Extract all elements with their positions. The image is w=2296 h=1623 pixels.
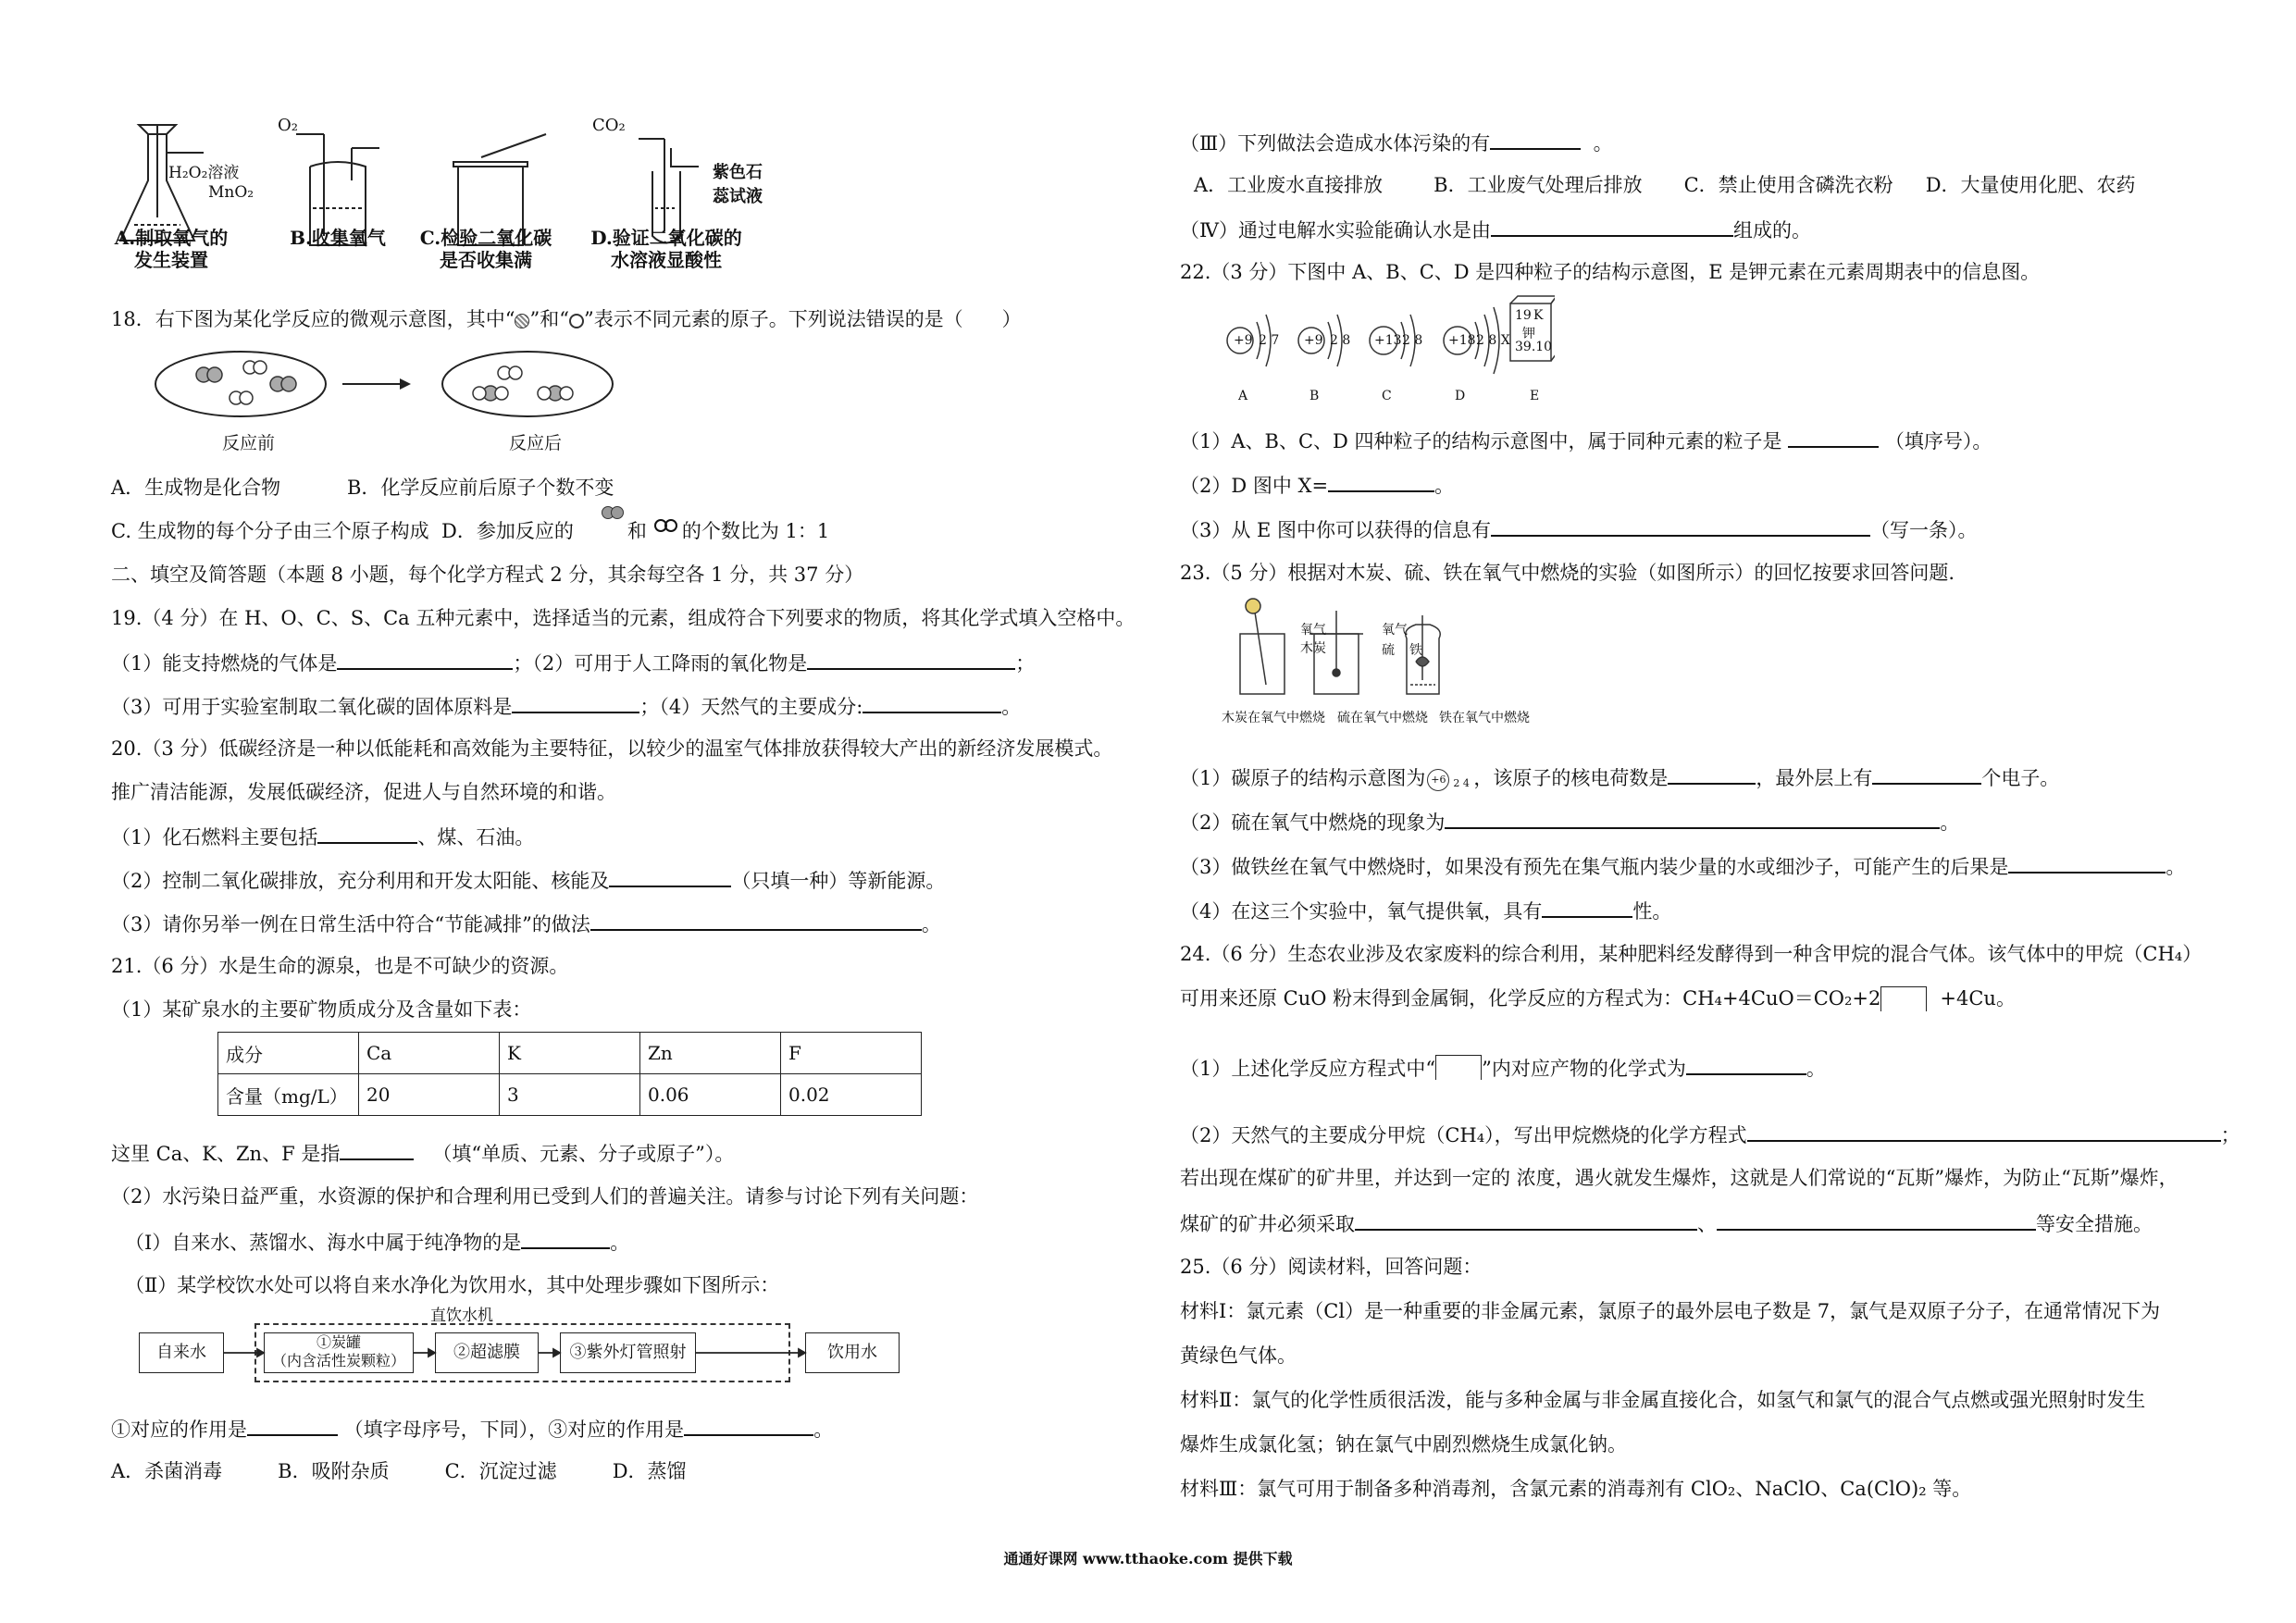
answer-blank[interactable] <box>2008 853 2166 873</box>
flow-arrows <box>222 1344 814 1362</box>
before-label: 反应前 <box>222 433 276 453</box>
q21-flow-question: ①对应的作用是 （填字母序号，下同），③对应的作用是 。 <box>111 1416 833 1442</box>
reaction-diagram <box>148 347 629 430</box>
after-label: 反应后 <box>509 433 563 453</box>
q21-stem: 21.（6 分）水是生命的源泉，也是不可缺少的资源。 <box>111 955 569 977</box>
q20-line2: （2）控制二氧化碳排放，充分利用和开发太阳能、核能及 （只填一种）等新能源。 <box>111 867 945 893</box>
answer-blank[interactable] <box>247 1416 338 1436</box>
combustion-apparatus <box>1231 597 1508 703</box>
answer-blank[interactable] <box>521 1229 610 1249</box>
atom-a-shells: 2 7 <box>1259 333 1280 348</box>
caption-iron: 铁在氧气中燃烧 <box>1439 711 1530 725</box>
q23-stem: 23.（5 分）根据对木炭、硫、铁在氧气中燃烧的实验（如图所示）的回忆按要求回答问题. <box>1180 562 1955 584</box>
q22-line1: （1）A、B、C、D 四种粒子的结构示意图中，属于同种元素的粒子是 （填序号）。 <box>1180 427 1992 453</box>
atom-c-letter: C <box>1382 389 1392 403</box>
answer-blank[interactable] <box>1668 764 1756 785</box>
element-letter: E <box>1530 389 1540 403</box>
table-cell: K <box>500 1033 640 1074</box>
option-d: D．大量使用化肥、农药 <box>1925 174 2136 196</box>
atom-c-nucleus: +13 <box>1374 333 1402 348</box>
q21-sub-3: （Ⅲ）下列做法会造成水体污染的有 。 <box>1180 130 1613 155</box>
carbon-atom-diagram: +6 2 4 <box>1425 768 1473 792</box>
q21-sub-2: （Ⅱ）某学校饮水处可以将自来水净化为饮用水，其中处理步骤如下图所示： <box>125 1274 780 1296</box>
material-2-line1: 材料Ⅱ：氯气的化学性质很活泼，能与多种金属与非金属直接化合，如氢气和氯气的混合气点燃或强光照射时发生 <box>1180 1389 2146 1411</box>
flask-apparatus-icon <box>120 125 204 241</box>
white-molecule-icon <box>654 527 682 539</box>
q24-stem-1: 24.（6 分）生态农业涉及农家废料的综合利用，某种肥料经发酵得到一种含甲烷的混合气体。该气体中的甲烷（CH₄） <box>1180 943 2203 965</box>
table-row <box>218 1033 922 1074</box>
option-c: C．沉淀过滤 <box>444 1460 557 1482</box>
q18-stem: 18．右下图为某化学反应的微观示意图，其中“ ”和“ ”表示不同元素的原子。下列说法错误的是（ ） <box>111 308 1022 330</box>
answer-blank[interactable] <box>317 824 417 844</box>
q20-line1: （1）化石燃料主要包括 、煤、石油。 <box>111 824 534 849</box>
blank-box[interactable] <box>1880 986 1927 1011</box>
q20-stem-1: 20.（3 分）低碳经济是一种以低能耗和高效能为主要特征，以较少的温室气体排放获得较大产出的新经济发展模式。 <box>111 737 1113 760</box>
atom-b-letter: B <box>1309 389 1320 403</box>
atom-a-letter: A <box>1238 389 1248 403</box>
answer-blank[interactable] <box>1355 1210 1697 1231</box>
q19-line2: （3）可用于实验室制取二氧化碳的固体原料是 ；（4）天然气的主要成分: 。 <box>111 693 1021 719</box>
answer-blank[interactable] <box>684 1416 813 1436</box>
q21-part1: （1）某矿泉水的主要矿物质成分及含量如下表： <box>111 998 532 1021</box>
element-symbol: K <box>1533 308 1544 323</box>
atom-c-shells: 2 8 <box>1402 333 1423 348</box>
answer-blank[interactable] <box>1788 427 1879 448</box>
label-iron: 铁 <box>1409 643 1422 658</box>
q22-stem: 22.（3 分）下图中 A、B、C、D 是四种粒子的结构示意图，E 是钾元素在元素周期表中的信息图。 <box>1180 261 2041 283</box>
striped-atom-icon <box>515 314 529 328</box>
flow-step1-box: ①炭罐 （内含活性炭颗粒） <box>264 1332 414 1373</box>
table-cell: 20 <box>359 1074 500 1116</box>
litmus-label-1: 紫色石 <box>713 163 763 182</box>
answer-blank[interactable] <box>863 693 1001 713</box>
answer-blank[interactable] <box>512 693 639 713</box>
table-cell: Zn <box>640 1033 781 1074</box>
option-d: D．蒸馏 <box>612 1460 687 1482</box>
q20-line3: （3）请你另举一例在日常生活中符合“节能减排”的做法 。 <box>111 911 941 936</box>
q23-line4: （4）在这三个实验中，氧气提供氧，具有 性。 <box>1180 898 1671 923</box>
blank-box <box>1435 1055 1482 1080</box>
element-number: 19 <box>1515 308 1532 323</box>
q18-option-b: B．化学反应前后原子个数不变 <box>347 477 614 499</box>
answer-blank[interactable] <box>1491 516 1870 537</box>
label-oxygen-1: 氧气 <box>1300 623 1326 638</box>
litmus-label-2: 蕊试液 <box>713 187 763 206</box>
atom-b-shells: 2 8 <box>1330 333 1351 348</box>
table-cell: 0.06 <box>640 1074 781 1116</box>
q19-line1: （1）能支持燃烧的气体是 ；（2）可用于人工降雨的氧化物是 ； <box>111 650 1035 675</box>
white-atom-icon <box>569 314 584 328</box>
answer-blank[interactable] <box>807 650 1015 670</box>
q18-options-cd: C. 生成物的每个分子由三个原子构成 D．参加反应的 和 的个数比为 1：1 <box>111 519 829 543</box>
answer-blank[interactable] <box>1872 764 1981 785</box>
o2-label: O₂ <box>278 116 298 135</box>
q21-sub-3-options <box>1194 173 2136 197</box>
material-3: 材料Ⅲ：氯气可用于制备多种消毒剂，含氯元素的消毒剂有 ClO₂、NaClO、Ca(ClO)₂ 等。 <box>1180 1478 1972 1500</box>
q19-stem: 19.（4 分）在 H、O、C、S、Ca 五种元素中，选择适当的元素，组成符合下列要求的物质，将其化学式填入空格中。 <box>111 607 1136 629</box>
option-c: C．禁止使用含磷洗衣粉 <box>1683 174 1893 196</box>
answer-blank[interactable] <box>1747 1121 2221 1142</box>
table-cell: 成分 <box>218 1033 359 1074</box>
table-row <box>218 1074 922 1116</box>
co2-label: CO₂ <box>592 116 626 135</box>
answer-blank[interactable] <box>590 911 922 931</box>
machine-label: 直饮水机 <box>430 1307 493 1325</box>
answer-blank[interactable] <box>1542 898 1632 918</box>
q21-part2: （2）水污染日益严重，水资源的保护和合理利用已受到人们的普遍关注。请参与讨论下列有关问题： <box>111 1185 979 1208</box>
answer-blank[interactable] <box>340 1140 414 1160</box>
caption-sulfur: 硫在氧气中燃烧 <box>1337 711 1428 725</box>
flow-end-box: 饮用水 <box>805 1332 900 1373</box>
q22-line2: （2）D 图中 X= 。 <box>1180 472 1454 498</box>
material-1-line2: 黄绿色气体。 <box>1180 1344 1297 1367</box>
caption-b: B.收集氧气 <box>290 227 386 249</box>
table-cell: 3 <box>500 1074 640 1116</box>
option-b: B．吸附杂质 <box>278 1460 390 1482</box>
q21-part1-question: 这里 Ca、K、Zn、F 是指 （填“单质、元素、分子或原子”）。 <box>111 1140 734 1166</box>
caption-a: A.制取氧气的 发生装置 <box>114 227 229 271</box>
q24-line1: （1）上述化学反应方程式中“ ”内对应产物的化学式为 。 <box>1180 1055 1826 1081</box>
table-cell: F <box>781 1033 922 1074</box>
answer-blank[interactable] <box>1686 1055 1806 1075</box>
material-2-line2: 爆炸生成氯化氢；钠在氯气中剧烈燃烧生成氯化钠。 <box>1180 1433 1627 1456</box>
mineral-table <box>217 1032 922 1116</box>
q24-stem-2: 可用来还原 CuO 粉末得到金属铜，化学反应的方程式为：CH₄+4CuO＝CO₂+2 +4Cu。 <box>1180 987 2016 1010</box>
table-cell: 含量（mg/L） <box>218 1074 359 1116</box>
section-2-heading: 二、填空及简答题（本题 8 小题，每个化学方程式 2 分，其余每空各 1 分，共 37 分） <box>111 564 864 586</box>
option-b: B．工业废气处理后排放 <box>1433 174 1643 196</box>
material-1-line1: 材料Ⅰ：氯元素（Cl）是一种重要的非金属元素，氯原子的最外层电子数是 7，氯气是双原子分子，在通常情况下为 <box>1180 1300 2161 1322</box>
atom-d-shells: 2 8 X <box>1476 333 1510 348</box>
label-sulfur: 硫 <box>1382 643 1395 658</box>
answer-blank[interactable] <box>609 867 731 887</box>
q21-sub-4: （Ⅳ）通过电解水实验能确认水是由 组成的。 <box>1180 217 1811 242</box>
q21-sub-1: （Ⅰ）自来水、蒸馏水、海水中属于纯净物的是 。 <box>125 1229 629 1255</box>
q25-stem: 25.（6 分）阅读材料，回答问题： <box>1180 1256 1483 1278</box>
q24-line3: 若出现在煤矿的矿井里，并达到一定的 浓度，遇火就发生爆炸，这就是人们常说的“瓦斯”爆炸，为防止“瓦斯”爆炸， <box>1180 1167 2178 1189</box>
q23-line1: （1）碳原子的结构示意图为 +6 2 4 ，该原子的核电荷数是 ，最外层上有 个电子。 <box>1180 764 2059 792</box>
atom-d-letter: D <box>1455 389 1466 403</box>
answer-blank[interactable] <box>1491 217 1733 237</box>
q22-line3: （3）从 E 图中你可以获得的信息有 （写一条）。 <box>1180 516 1978 542</box>
atom-d-nucleus: +18 <box>1448 333 1476 348</box>
atom-b-nucleus: +9 <box>1304 333 1323 348</box>
answer-blank[interactable] <box>1717 1210 2036 1231</box>
label-oxygen-2: 氧气 <box>1382 623 1408 638</box>
striped-molecule-icon <box>602 519 627 539</box>
option-a: A．杀菌消毒 <box>111 1460 223 1482</box>
flow-step3-box: ③紫外灯管照射 <box>560 1332 696 1373</box>
element-name: 钾 <box>1522 327 1535 341</box>
label-charcoal: 木炭 <box>1300 641 1326 656</box>
answer-blank[interactable] <box>337 650 513 670</box>
flow-step2-box: ②超滤膜 <box>435 1332 539 1373</box>
q21-flow-options <box>111 1459 687 1483</box>
mno2-label: MnO₂ <box>208 183 254 202</box>
q18-option-a: A．生成物是化合物 <box>111 477 281 499</box>
table-cell: 0.02 <box>781 1074 922 1116</box>
element-mass: 39.10 <box>1515 340 1553 354</box>
h2o2-label: H₂O₂溶液 <box>168 164 240 182</box>
flow-start-box: 自来水 <box>139 1332 224 1373</box>
q20-stem-2: 推广清洁能源，发展低碳经济，促进人与自然环境的和谐。 <box>111 781 616 803</box>
caption-d: D.验证二氧化碳的 水溶液显酸性 <box>590 227 742 271</box>
page-footer: 通通好课网 www.tthaoke.com 提供下载 <box>1003 1550 1293 1567</box>
answer-blank[interactable] <box>1445 809 1940 829</box>
q23-line3: （3）做铁丝在氧气中燃烧时，如果没有预先在集气瓶内装少量的水或细沙子，可能产生的后果是 。 <box>1180 853 2185 879</box>
answer-blank[interactable] <box>1328 472 1434 492</box>
q24-line2: （2）天然气的主要成分甲烷（CH₄），写出甲烷燃烧的化学方程式 ； <box>1180 1121 2240 1147</box>
answer-blank[interactable] <box>1490 130 1581 150</box>
caption-charcoal: 木炭在氧气中燃烧 <box>1222 711 1325 725</box>
option-a: A．工业废水直接排放 <box>1194 174 1384 196</box>
caption-c: C.检验二氧化碳 是否收集满 <box>419 227 552 271</box>
q23-line2: （2）硫在氧气中燃烧的现象为 。 <box>1180 809 1959 835</box>
atom-a-nucleus: +9 <box>1234 333 1253 348</box>
q24-line4: 煤矿的矿井必须采取 、 等安全措施。 <box>1180 1210 2153 1236</box>
table-cell: Ca <box>359 1033 500 1074</box>
